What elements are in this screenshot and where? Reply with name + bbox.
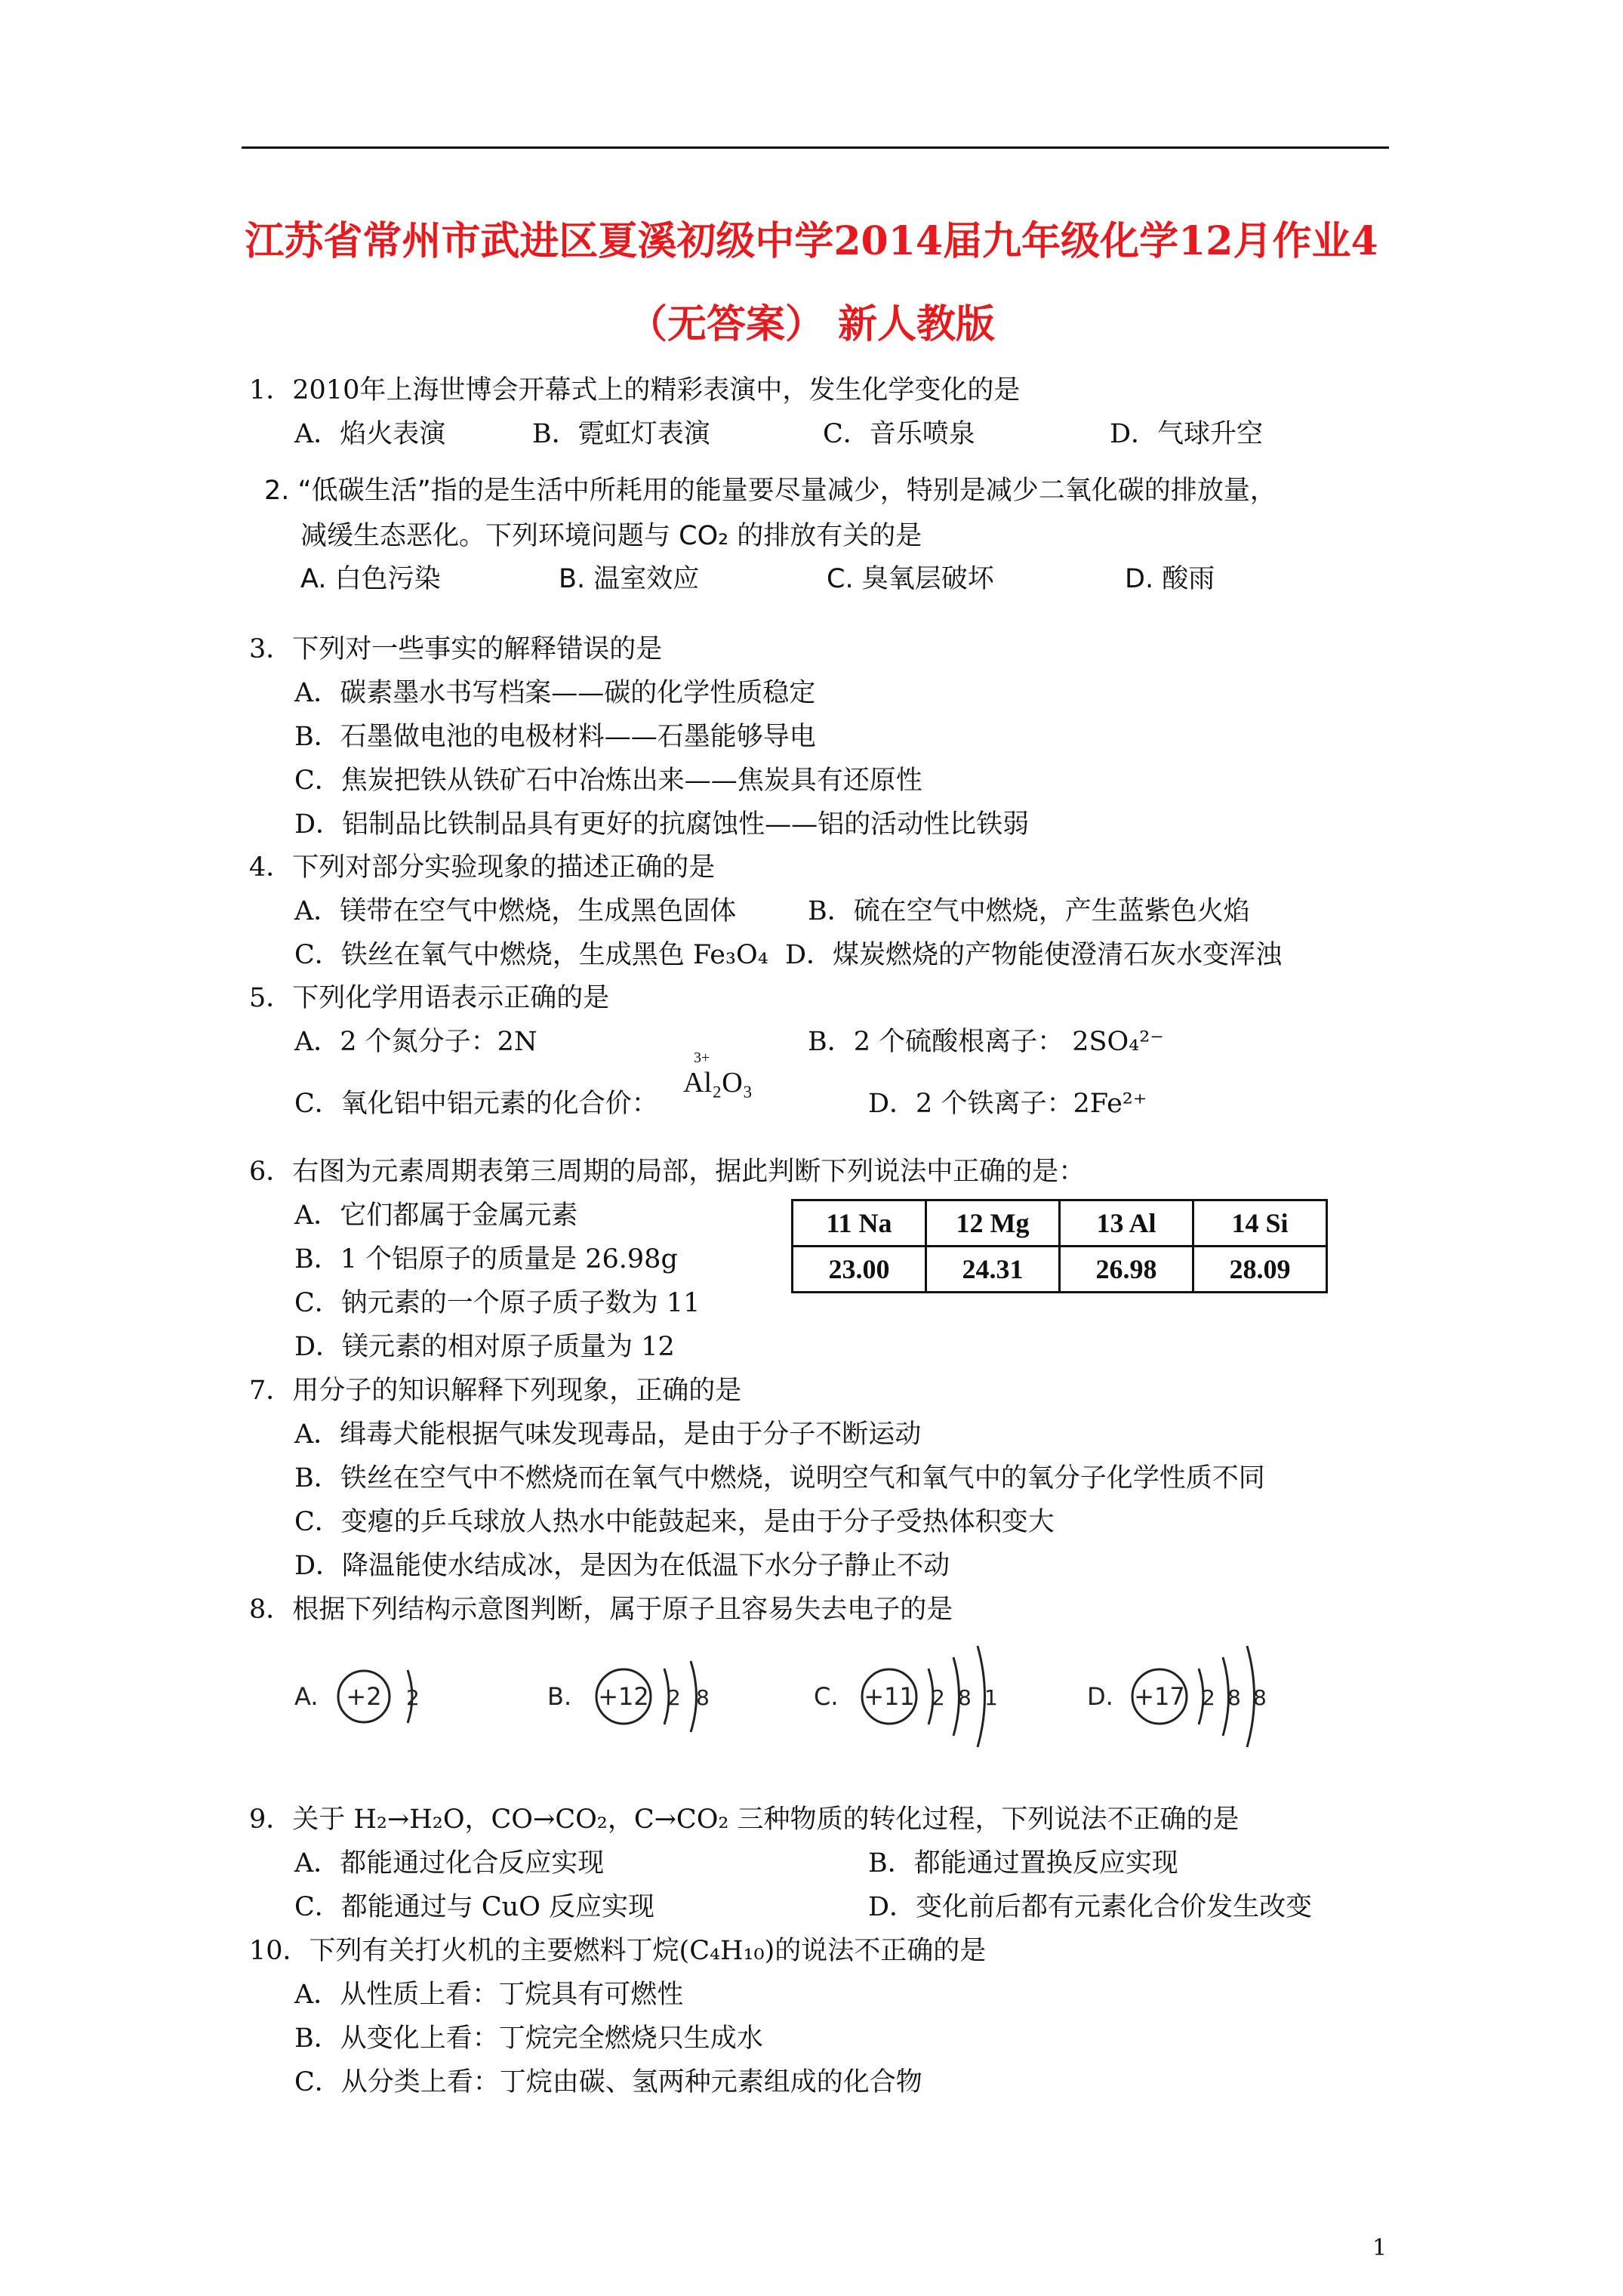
- q4-option-a: A．镁带在空气中燃烧，生成黑色固体: [294, 896, 737, 926]
- shell-electrons: 2: [932, 1685, 945, 1710]
- q9-option-d: D．变化前后都有元素化合价发生改变: [868, 1892, 1313, 1922]
- shell-electrons: 8: [1227, 1685, 1241, 1710]
- nucleus-charge: +11: [864, 1682, 915, 1711]
- shell-electrons: 2: [1202, 1685, 1215, 1710]
- q1-option-b: B．霓虹灯表演: [532, 419, 710, 449]
- shell-electrons: 1: [984, 1685, 998, 1710]
- diagram-label: A.: [294, 1682, 319, 1711]
- periodic-table-excerpt: [791, 1199, 1328, 1293]
- question-2-stem-line1: 2. “低碳生活”指的是生活中所耗用的能量要尽量减少，特别是减少二氧化碳的排放量，: [264, 476, 1277, 506]
- nucleus-charge: +2: [346, 1682, 382, 1711]
- shell-electrons: 8: [958, 1685, 972, 1710]
- question-1-stem: 1．2010年上海世博会开幕式上的精彩表演中，发生化学变化的是: [249, 375, 1021, 405]
- question-7-stem: 7．用分子的知识解释下列现象，正确的是: [249, 1376, 742, 1406]
- q5-option-b: B．2 个硫酸根离子： 2SO₄²⁻: [808, 1027, 1164, 1057]
- q3-option-b: B．石墨做电池的电极材料——石墨能够导电: [294, 722, 816, 752]
- q2-option-a: A. 白色污染: [300, 564, 441, 594]
- q2-option-b: B. 温室效应: [559, 564, 700, 594]
- question-3-stem: 3．下列对一些事实的解释错误的是: [249, 634, 663, 664]
- q5-option-c: C．氧化铝中铝元素的化合价：: [294, 1089, 658, 1119]
- question-4-stem: 4．下列对部分实验现象的描述正确的是: [249, 852, 716, 883]
- page-title-line1: 江苏省常州市武进区夏溪初级中学2014届九年级化学12月作业4: [245, 218, 1378, 264]
- q10-option-a: A．从性质上看：丁烷具有可燃性: [294, 1980, 684, 2010]
- element-name-cell: 12 Mg: [926, 1200, 1060, 1247]
- atom-diagram-a: [294, 1670, 420, 1723]
- diagram-label: B.: [547, 1682, 572, 1711]
- q10-option-b: B．从变化上看：丁烷完全燃烧只生成水: [294, 2023, 763, 2054]
- q3-option-a: A．碳素墨水书写档案——碳的化学性质稳定: [294, 678, 816, 708]
- shell-electrons: 8: [1253, 1685, 1267, 1710]
- atom-diagram-d: [1087, 1646, 1267, 1747]
- atomic-structure-diagrams: [279, 1623, 1321, 1774]
- header-rule: [242, 146, 1389, 149]
- q5-option-a: A．2 个氮分子：2N: [294, 1027, 537, 1057]
- q7-option-b: B．铁丝在空气中不燃烧而在氧气中燃烧，说明空气和氧气中的氧分子化学性质不同: [294, 1463, 1265, 1493]
- q1-option-d: D．气球升空: [1110, 419, 1264, 449]
- q2-option-d: D. 酸雨: [1125, 564, 1215, 594]
- shell-electrons: 8: [696, 1685, 710, 1710]
- element-name-cell: 13 Al: [1060, 1200, 1193, 1247]
- question-8-stem: 8．根据下列结构示意图判断，属于原子且容易失去电子的是: [249, 1595, 953, 1625]
- question-2-stem-line2: 减缓生态恶化。下列环境问题与 CO₂ 的排放有关的是: [300, 521, 922, 551]
- q4-option-c: C．铁丝在氧气中燃烧，生成黑色 Fe₃O₄: [294, 940, 768, 970]
- q2-option-c: C. 臭氧层破坏: [827, 564, 994, 594]
- atom-diagram-c: [814, 1646, 998, 1747]
- shell-electrons: 2: [406, 1685, 420, 1710]
- question-9-stem: 9．关于 H₂→H₂O，CO→CO₂，C→CO₂ 三种物质的转化过程，下列说法不正确的是: [249, 1804, 1240, 1835]
- element-name-cell: 14 Si: [1193, 1200, 1327, 1247]
- atom-diagram-b: [547, 1661, 710, 1732]
- q6-option-d: D．镁元素的相对原子质量为 12: [294, 1332, 675, 1362]
- element-name-cell: 11 Na: [793, 1200, 926, 1247]
- page-title-line2: （无答案） 新人教版: [627, 301, 996, 347]
- q3-option-d: D．铝制品比铁制品具有更好的抗腐蚀性——铝的活动性比铁弱: [294, 809, 1030, 840]
- q7-option-a: A．缉毒犬能根据气味发现毒品，是由于分子不断运动: [294, 1419, 922, 1450]
- page-number: 1: [1372, 2235, 1387, 2261]
- question-10-stem: 10．下列有关打火机的主要燃料丁烷(C₄H₁₀)的说法不正确的是: [249, 1936, 987, 1966]
- q1-option-c: C．音乐喷泉: [823, 419, 975, 449]
- q9-option-c: C．都能通过与 CuO 反应实现: [294, 1892, 655, 1922]
- q9-option-b: B．都能通过置换反应实现: [868, 1848, 1178, 1878]
- q7-option-d: D．降温能使水结成冰，是因为在低温下水分子静止不动: [294, 1551, 950, 1581]
- nucleus-charge: +17: [1134, 1682, 1185, 1711]
- q5-option-d: D．2 个铁离子：2Fe²⁺: [868, 1089, 1147, 1119]
- q9-option-a: A．都能通过化合反应实现: [294, 1848, 605, 1878]
- diagram-label: C.: [814, 1682, 839, 1711]
- atomic-mass-cell: 24.31: [926, 1247, 1060, 1293]
- question-6-stem: 6．右图为元素周期表第三周期的局部，据此判断下列说法中正确的是：: [249, 1157, 1086, 1187]
- atomic-mass-cell: 23.00: [793, 1247, 926, 1293]
- shell-electrons: 2: [667, 1685, 681, 1710]
- q7-option-c: C．变瘪的乒乓球放人热水中能鼓起来，是由于分子受热体积变大: [294, 1507, 1055, 1537]
- q1-option-a: A．焰火表演: [294, 419, 446, 449]
- atomic-mass-cell: 28.09: [1193, 1247, 1327, 1293]
- q6-option-b: B．1 个铝原子的质量是 26.98g: [294, 1244, 678, 1274]
- q6-option-c: C．钠元素的一个原子质子数为 11: [294, 1288, 701, 1318]
- question-5-stem: 5．下列化学用语表示正确的是: [249, 983, 610, 1013]
- nucleus-charge: +12: [598, 1682, 649, 1711]
- q10-option-c: C．从分类上看：丁烷由碳、氢两种元素组成的化合物: [294, 2067, 922, 2097]
- atomic-mass-cell: 26.98: [1060, 1247, 1193, 1293]
- q6-option-a: A．它们都属于金属元素: [294, 1200, 578, 1231]
- aluminium-oxide-valence-formula: 3+ Al₂O₃: [683, 1049, 753, 1099]
- q3-option-c: C．焦炭把铁从铁矿石中冶炼出来——焦炭具有还原性: [294, 766, 922, 796]
- q4-option-b: B．硫在空气中燃烧，产生蓝紫色火焰: [808, 896, 1250, 926]
- diagram-label: D.: [1087, 1682, 1113, 1711]
- q4-option-d: D．煤炭燃烧的产物能使澄清石灰水变浑浊: [785, 940, 1283, 970]
